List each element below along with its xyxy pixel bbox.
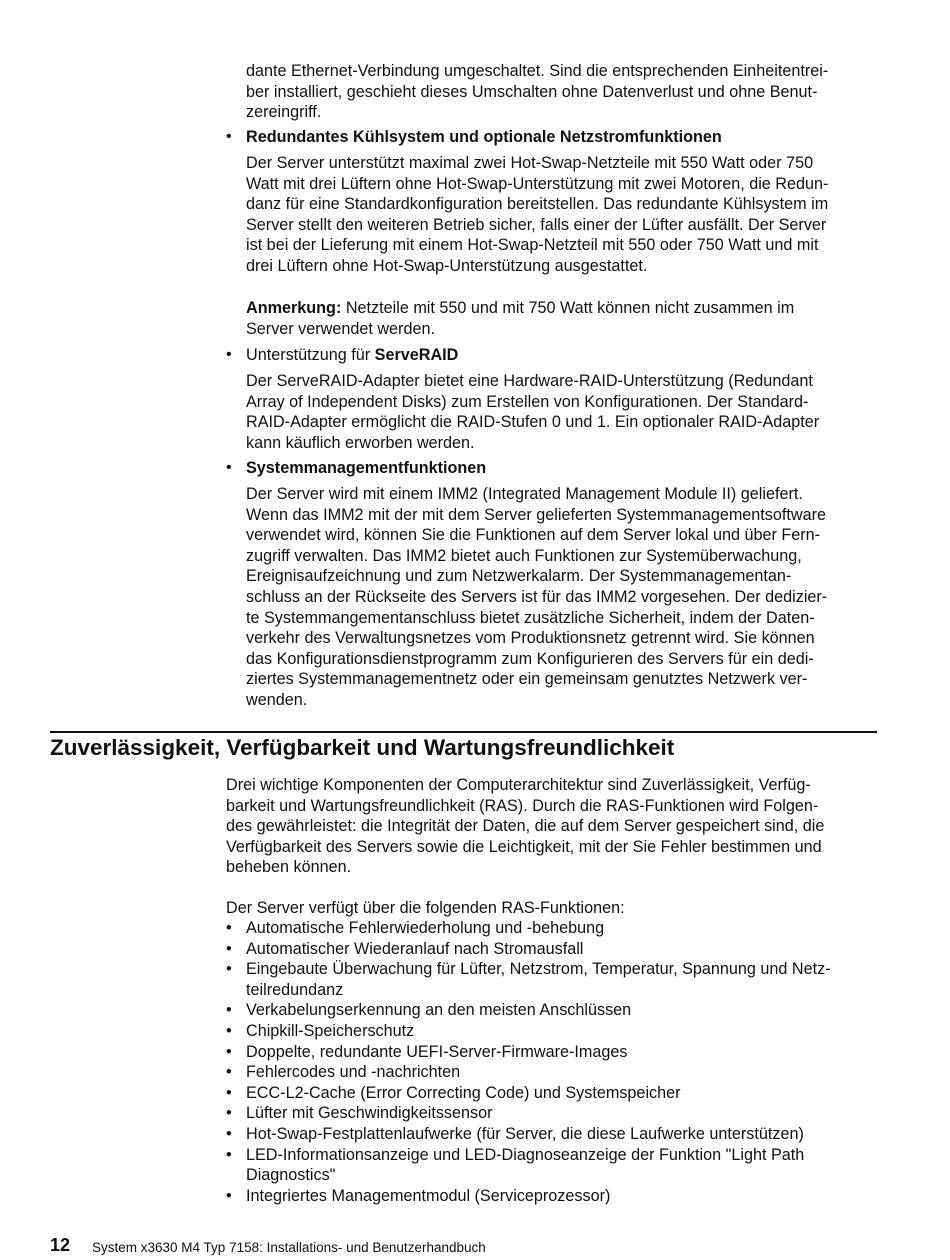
list-item: • Lüfter mit Geschwindigkeitssensor	[226, 1103, 831, 1124]
footer-title: System x3630 M4 Typ 7158: Installations- und Benutzerhandbuch	[92, 1240, 486, 1255]
text-line: ziertes Systemmanagementnetz oder ein gemeinsam genutztes Netzwerk ver-	[246, 670, 808, 689]
text-line: Wenn das IMM2 mit der mit dem Server gelieferten Systemmanagementsoftware	[246, 505, 826, 524]
text-line: Array of Independent Disks) zum Erstellen von Konfigurationen. Der Standard-	[246, 392, 809, 411]
text-line: danz für eine Standardkonfiguration bereitstellen. Das redundante Kühlsystem im	[246, 195, 829, 214]
text-line: Watt mit drei Lüftern ohne Hot-Swap-Unterstützung mit zwei Motoren, die Redun-	[246, 174, 829, 193]
serveraid-title-prefix: Unterstützung für	[246, 346, 375, 364]
ras-list-intro: Der Server verfügt über die folgenden RAS-Funktionen:	[226, 899, 625, 917]
text-line: Server stellt den weiteren Betrieb sicher, falls einer der Lüfter ausfällt. Der Server	[246, 215, 827, 234]
intro-paragraph	[246, 61, 828, 123]
list-item: • Automatische Fehlerwiederholung und -behebung	[226, 918, 831, 939]
bullet-icon: •	[226, 128, 232, 145]
list-item-continuation: teilredundanz	[246, 980, 344, 999]
kuehlung-note	[246, 298, 794, 339]
list-item: • LED-Informationsanzeige und LED-Diagnoseanzeige der Funktion "Light Path	[226, 1145, 831, 1166]
text-line: kann käuflich erworben werden.	[246, 433, 475, 452]
ras-feature-list	[226, 918, 831, 1206]
list-item: • ECC-L2-Cache (Error Correcting Code) und Systemspeicher	[226, 1083, 831, 1104]
list-item: • Hot-Swap-Festplattenlaufwerke (für Server, die diese Laufwerke unterstützen)	[226, 1124, 831, 1145]
list-item-continuation: Diagnostics"	[246, 1166, 336, 1185]
text-line: Ereignisaufzeichnung und zum Netzwerkalarm. Der Systemmanagementan-	[246, 567, 792, 586]
list-item: • Chipkill-Speicherschutz	[226, 1021, 831, 1042]
sysmgmt-paragraph	[246, 484, 827, 711]
sysmgmt-title: Systemmanagementfunktionen	[246, 459, 487, 477]
text-line: Drei wichtige Komponenten der Computerarchitektur sind Zuverlässigkeit, Verfüg-	[226, 776, 811, 794]
text-line: wenden.	[246, 690, 308, 709]
section-heading: Zuverlässigkeit, Verfügbarkeit und Wartungsfreundlichkeit	[50, 735, 675, 760]
note-label: Anmerkung:	[246, 299, 342, 317]
section-divider	[50, 731, 877, 733]
page-number: 12	[50, 1235, 71, 1255]
list-item: • Eingebaute Überwachung für Lüfter, Netzstrom, Temperatur, Spannung und Netz-	[226, 959, 831, 980]
text-line: verkehr des Verwaltungsnetzes vom Produktionsnetz getrennt wird. Sie können	[246, 629, 815, 648]
list-item: • Automatischer Wiederanlauf nach Stromausfall	[226, 939, 831, 960]
bullet-icon: •	[226, 346, 232, 363]
text-line: Der Server unterstützt maximal zwei Hot-Swap-Netzteile mit 550 Watt oder 750	[246, 154, 814, 172]
note-text: Netzteile mit 550 und mit 750 Watt können nicht zusammen im	[341, 299, 795, 317]
bullet-icon: •	[226, 459, 232, 476]
list-item: • Doppelte, redundante UEFI-Server-Firmware-Images	[226, 1042, 831, 1063]
text-line: des gewährleistet: die Integrität der Daten, die auf dem Server gespeichert sind, die	[226, 817, 825, 836]
text-line: schluss an der Rückseite des Servers ist für das IMM2 vorgesehen. Der dedizier-	[246, 587, 828, 606]
text-line: dante Ethernet-Verbindung umgeschaltet. Sind die entsprechenden Einheitentrei-	[246, 62, 829, 80]
text-line: beheben können.	[226, 858, 352, 877]
text-line: zugriff verwalten. Das IMM2 bietet auch Funktionen zur Systemüberwachung,	[246, 546, 802, 565]
text-line: ber installiert, geschieht dieses Umschalten ohne Datenverlust und ohne Benut-	[246, 82, 818, 101]
text-line: das Konfigurationsdienstprogramm zum Konfigurieren des Servers für ein dedi-	[246, 649, 814, 668]
note-line	[246, 298, 794, 319]
text-line: verwendet wird, können Sie die Funktionen auf dem Server lokal und über Fern-	[246, 526, 821, 545]
kuehlung-title: Redundantes Kühlsystem und optionale Netzstromfunktionen	[246, 128, 722, 146]
text-line: Der Server wird mit einem IMM2 (Integrated Management Module II) geliefert.	[246, 485, 803, 503]
text-line: RAID-Adapter ermöglicht die RAID-Stufen 0 und 1. Ein optionaler RAID-Adapter	[246, 413, 820, 432]
text-line: zereingriff.	[246, 103, 322, 122]
list-item: • Integriertes Managementmodul (Serviceprozessor)	[226, 1186, 831, 1207]
text-line: Verfügbarkeit des Servers sowie die Leichtigkeit, mit der Sie Fehler bestimmen und	[226, 837, 822, 856]
text-line: Server verwendet werden.	[246, 319, 435, 338]
list-item: • Fehlercodes und -nachrichten	[226, 1062, 831, 1083]
text-line: Der ServeRAID-Adapter bietet eine Hardware-RAID-Unterstützung (Redundant	[246, 372, 813, 390]
list-item: • Verkabelungserkennung an den meisten Anschlüssen	[226, 1000, 831, 1021]
text-line: te Systemmangementanschluss bietet zusätzliche Sicherheit, indem der Daten-	[246, 608, 815, 627]
section-intro-paragraph	[226, 775, 824, 878]
serveraid-paragraph	[246, 371, 819, 453]
serveraid-title	[246, 345, 458, 366]
text-line: drei Lüftern ohne Hot-Swap-Unterstützung ausgestattet.	[246, 256, 648, 275]
kuehlung-paragraph	[246, 153, 828, 277]
text-line: barkeit und Wartungsfreundlichkeit (RAS). Durch die RAS-Funktionen wird Folgen-	[226, 796, 819, 815]
serveraid-title-bold: ServeRAID	[374, 346, 459, 364]
text-line: ist bei der Lieferung mit einem Hot-Swap-Netzteil mit 550 oder 750 Watt und mit	[246, 236, 819, 255]
